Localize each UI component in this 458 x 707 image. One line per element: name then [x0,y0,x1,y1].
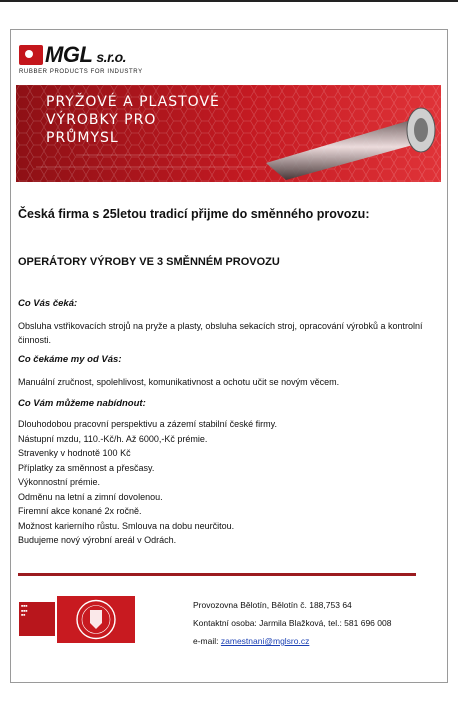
company-logo [19,42,169,82]
banner-line: PRŮMYSL [46,130,119,146]
address: Provozovna Bělotín, Bělotín č. 188,753 64 [193,600,352,610]
email-link[interactable]: zamestnani@mglsro.cz [220,636,310,646]
position-title: OPERÁTORY VÝROBY VE 3 SMĚNNÉM PROVOZU [18,256,280,268]
contact-block [193,596,391,650]
contact-person: Kontaktní osoba: Jarmila Blažková, tel.: 581 696 008 [193,618,392,628]
headline: Česká firma s 25letou tradicí přijme do směnného provozu: [18,207,370,221]
section-text: Obsluha vstřikovacích strojů na pryže a plasty, obsluha sekacích stroj, opracování výrobků a kontrolní činnosti. [18,321,423,345]
section-title: Co Vám můžeme nabídnout: [18,398,146,409]
section-text: Manuální zručnost, spolehlivost, komunikativnost a ochotu učit se novým věcem. [18,377,340,387]
divider [18,573,416,576]
email-label: e-mail: [193,636,219,646]
list-item: Možnost karierního růstu. Smlouva na dobu neurčitou. [18,520,235,531]
top-border [0,0,458,2]
logo-mark-icon [19,45,43,65]
banner-line: VÝROBKY PRO [46,112,157,128]
logo-suffix: s.r.o. [96,49,127,65]
section-title: Co Vás čeká: [18,298,78,309]
list-item: Nástupní mzdu, 110.-Kč/h. Až 6000,-Kč prémie. [18,433,208,444]
bureau-veritas-seal-icon [57,596,135,643]
certification-logos [19,596,129,643]
benefits-list [18,417,277,548]
list-item: Firemní akce konané 2x ročně. [18,506,142,516]
banner-title [46,93,220,147]
section-title: Co čekáme my od Vás: [18,354,122,365]
logo-tagline: RUBBER PRODUCTS FOR INDUSTRY [19,69,143,75]
product-banner [16,85,441,182]
list-item: Příplatky za směnnost a přesčasy. [18,462,155,473]
list-item: Stravenky v hodnotě 100 Kč [18,448,131,458]
list-item: Budujeme nový výrobní areál v Odrách. [18,535,177,545]
banner-line: PRYŽOVÉ A PLASTOVÉ [46,94,220,110]
list-item: Výkonnostní prémie. [18,477,101,487]
logo-name: MGL [45,42,93,67]
list-item: Dlouhodobou pracovní perspektivu a zázemí stabilní české firmy. [18,419,277,429]
list-item: Odměnu na letní a zimní dovolenou. [18,491,163,502]
iso-cert-badge: ■■■ ■■■ ■■ [19,602,55,636]
job-ad-sheet [10,29,448,683]
